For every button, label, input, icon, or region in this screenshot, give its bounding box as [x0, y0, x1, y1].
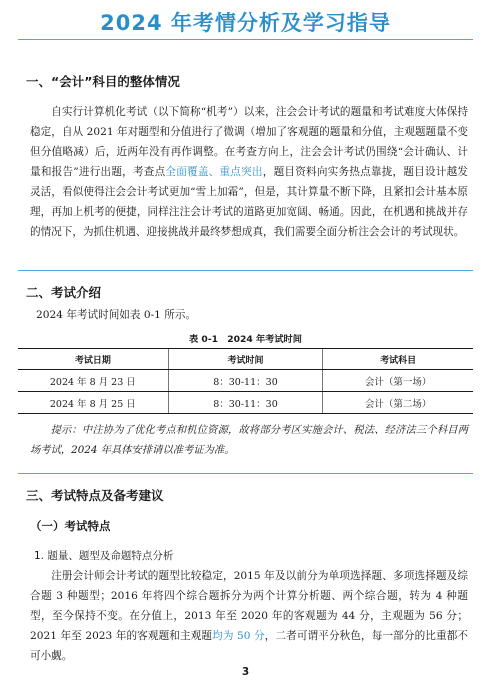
section-1-divider	[18, 270, 473, 271]
cell-subject: 会计（第一场）	[323, 370, 473, 392]
section-3-paragraph	[30, 566, 468, 666]
cell-date: 2024 年 8 月 23 日	[18, 370, 168, 392]
section-1-paragraph	[30, 102, 468, 242]
exam-intro-text: 2024 年考试时间如表 0-1 所示。	[36, 309, 197, 321]
section-1-highlight: 全面覆盖、重点突出	[165, 166, 263, 178]
section-3-text-a: 注册会计师会计考试的题型比较稳定，2015 年及以前分为单项选择题、多项选择题及综合题 3 种题型；2016 年将四个综合题拆分为两个计算分析题、两个综合题，转为 4 种题型，至今保持不变。在分值上，2013 年至 2020 年的客观题为 44 分，主观题为 56 分；2021 年至 2023 年的客观题和主观题	[30, 570, 468, 642]
section-3-text-b: ，二者可谓平分秋色，每一部分的比重都不可小觑。	[30, 630, 469, 662]
table-row	[18, 392, 473, 414]
exam-note: 提示：中注协为了优化考点和机位资源，故将部分考区实施会计、税法、经济法三个科目两场考试，2024 年具体安排请以准考证为准。	[30, 424, 468, 456]
table-row	[18, 370, 473, 392]
page-title: 2024 年考情分析及学习指导	[100, 11, 391, 35]
col-header-time: 考试时间	[168, 349, 323, 370]
section-3-heading: 三、考试特点及备考建议	[26, 488, 164, 503]
section-2-heading: 二、考试介绍	[26, 285, 102, 300]
table-header-row	[18, 349, 473, 370]
title-divider	[18, 39, 473, 40]
section-1-text-b: ，题目资料向实务热点靠拢，题目设计越发灵活，看似使得注会会计考试更加“雪上加霜”，但是，其计算量不断下降，且紧扣会计基本原理，再加上机考的便捷，同样注注会计考试的道路更加宽阔、畅通。因此，在机遇和挑战并存的情况下，为抓住机遇、迎接挑战并最终梦想成真，我们需要全面分析注会会计的考试现状。	[30, 166, 469, 238]
table-caption: 表 0-1 2024 年考试时间	[189, 334, 302, 345]
section-1-text-a: 自实行计算机化考试（以下简称“机考”）以来，注会会计考试的题量和考试难度大体保持稳定，自从 2021 年对题型和分值进行了微调（增加了客观题的题量和分值，主观题题量不变但分值略减）后，近两年没有再作调整。在考查方向上，注会会计考试仍围绕“会计确认、计量和报告”进行出题，考查点	[30, 106, 468, 178]
col-header-subject: 考试科目	[323, 349, 473, 370]
exam-schedule-table	[18, 348, 473, 414]
section-3-highlight: 均为 50 分	[212, 630, 265, 642]
item-heading: 1. 题量、题型及命题特点分析	[34, 550, 174, 562]
col-header-date: 考试日期	[18, 349, 168, 370]
page-number: 3	[241, 666, 250, 678]
section-1-heading: 一、“会计”科目的整体情况	[26, 74, 180, 89]
cell-time: 8：30-11：30	[168, 370, 323, 392]
subsection-heading: （一）考试特点	[30, 519, 111, 533]
section-2-divider	[18, 473, 473, 474]
cell-date: 2024 年 8 月 25 日	[18, 392, 168, 414]
cell-subject: 会计（第二场）	[323, 392, 473, 414]
cell-time: 8：30-11：30	[168, 392, 323, 414]
